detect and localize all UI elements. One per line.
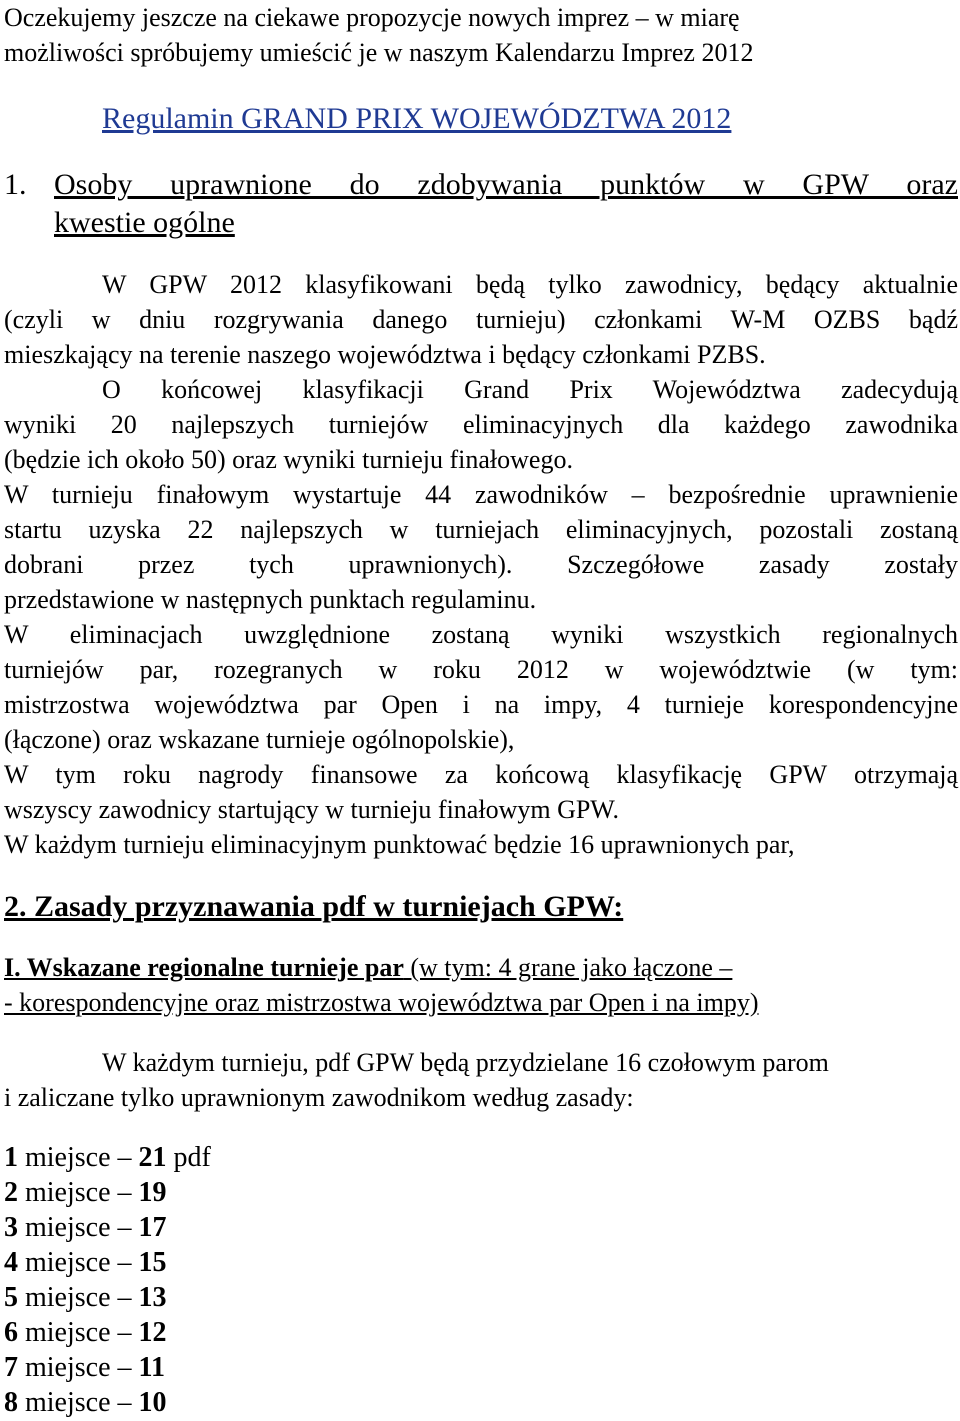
section-1-line: W każdym turnieju eliminacyjnym punktować będzie 16 uprawnionych par, [4, 830, 795, 859]
section-2-subheading-rest: (w tym: 4 grane jako łączone – [403, 953, 733, 982]
list-item [4, 1316, 167, 1350]
place-label: miejsce – [18, 1352, 139, 1383]
place-number: 8 [4, 1387, 18, 1418]
section-1-number: 1. [4, 168, 27, 201]
place-label: miejsce – [18, 1177, 139, 1208]
list-item [4, 1246, 167, 1280]
list-item [4, 1211, 167, 1245]
place-number: 3 [4, 1212, 18, 1243]
points-value: 10 [138, 1387, 167, 1418]
section-1-line: wszyscy zawodnicy startujący w turnieju finałowym GPW. [4, 795, 619, 824]
list-item [4, 1281, 167, 1315]
section-1-line: W GPW 2012 klasyfikowani będą tylko zawodnicy, będący aktualnie [102, 270, 958, 299]
list-item [4, 1141, 211, 1175]
section-1-line: turniejów par, rozegranych w roku 2012 w województwie (w tym: [4, 655, 958, 684]
section-1-heading-line-1: Osoby uprawnione do zdobywania punktów w GPW oraz [54, 168, 958, 201]
place-label: miejsce – [18, 1142, 139, 1173]
points-value: 11 [138, 1352, 165, 1383]
place-label: miejsce – [18, 1282, 139, 1313]
section-1-line: dobrani przez tych uprawnionych). Szczegółowe zasady zostały [4, 550, 958, 579]
section-1-line: (czyli w dniu rozgrywania danego turnieju) członkami W-M OZBS bądź [4, 305, 958, 334]
section-1-line: mistrzostwa województwa par Open i na impy, 4 turnieje korespondencyjne [4, 690, 958, 719]
section-2-subheading [4, 951, 732, 985]
points-value: 13 [138, 1282, 167, 1313]
points-value: 17 [138, 1212, 167, 1243]
points-value: 21 [138, 1142, 167, 1173]
place-number: 7 [4, 1352, 18, 1383]
section-1-line: W turnieju finałowym wystartuje 44 zawodników – bezpośrednie uprawnienie [4, 480, 958, 509]
place-number: 2 [4, 1177, 18, 1208]
place-number: 5 [4, 1282, 18, 1313]
points-value: 19 [138, 1177, 167, 1208]
list-item [4, 1176, 167, 1210]
points-value: 12 [138, 1317, 167, 1348]
section-1-line: W eliminacjach uwzględnione zostaną wyniki wszystkich regionalnych [4, 620, 958, 649]
list-item [4, 1386, 167, 1420]
section-2-paragraph-line-2: i zaliczane tylko uprawnionym zawodnikom według zasady: [4, 1083, 634, 1112]
list-item [4, 1351, 165, 1385]
section-1-line: mieszkający na terenie naszego województwa i będący członkami PZBS. [4, 340, 766, 369]
place-number: 1 [4, 1142, 18, 1173]
section-1-line: wyniki 20 najlepszych turniejów eliminacyjnych dla każdego zawodnika [4, 410, 958, 439]
section-1-heading-line-2: kwestie ogólne [54, 206, 235, 239]
place-label: miejsce – [18, 1317, 139, 1348]
section-1-line: (będzie ich około 50) oraz wyniki turnieju finałowego. [4, 445, 573, 474]
intro-line-2: możliwości spróbujemy umieścić je w naszym Kalendarzu Imprez 2012 [4, 38, 754, 67]
place-number: 6 [4, 1317, 18, 1348]
points-value: 15 [138, 1247, 167, 1278]
section-2-paragraph-line-1: W każdym turnieju, pdf GPW będą przydzielane 16 czołowym parom [102, 1048, 829, 1077]
section-1-line: W tym roku nagrody finansowe za końcową klasyfikację GPW otrzymają [4, 760, 958, 789]
place-label: miejsce – [18, 1212, 139, 1243]
section-1-line: przedstawione w następnych punktach regulaminu. [4, 585, 537, 614]
points-unit: pdf [166, 1142, 211, 1173]
document-title: Regulamin GRAND PRIX WOJEWÓDZTWA 2012 [102, 102, 732, 135]
section-1-line: (łączone) oraz wskazane turnieje ogólnopolskie), [4, 725, 515, 754]
section-1-line: O końcowej klasyfikacji Grand Prix Województwa zadecydują [102, 375, 958, 404]
section-2-heading: 2. Zasady przyznawania pdf w turniejach GPW: [4, 890, 624, 923]
section-2-subheading-line-2: - korespondencyjne oraz mistrzostwa województwa par Open i na impy) [4, 988, 759, 1017]
intro-line-1: Oczekujemy jeszcze na ciekawe propozycje nowych imprez – w miarę [4, 3, 740, 32]
place-number: 4 [4, 1247, 18, 1278]
place-label: miejsce – [18, 1247, 139, 1278]
section-2-subheading-bold: I. Wskazane regionalne turnieje par [4, 953, 404, 982]
place-label: miejsce – [18, 1387, 139, 1418]
section-1-line: startu uzyska 22 najlepszych w turniejach eliminacyjnych, pozostali zostaną [4, 515, 958, 544]
